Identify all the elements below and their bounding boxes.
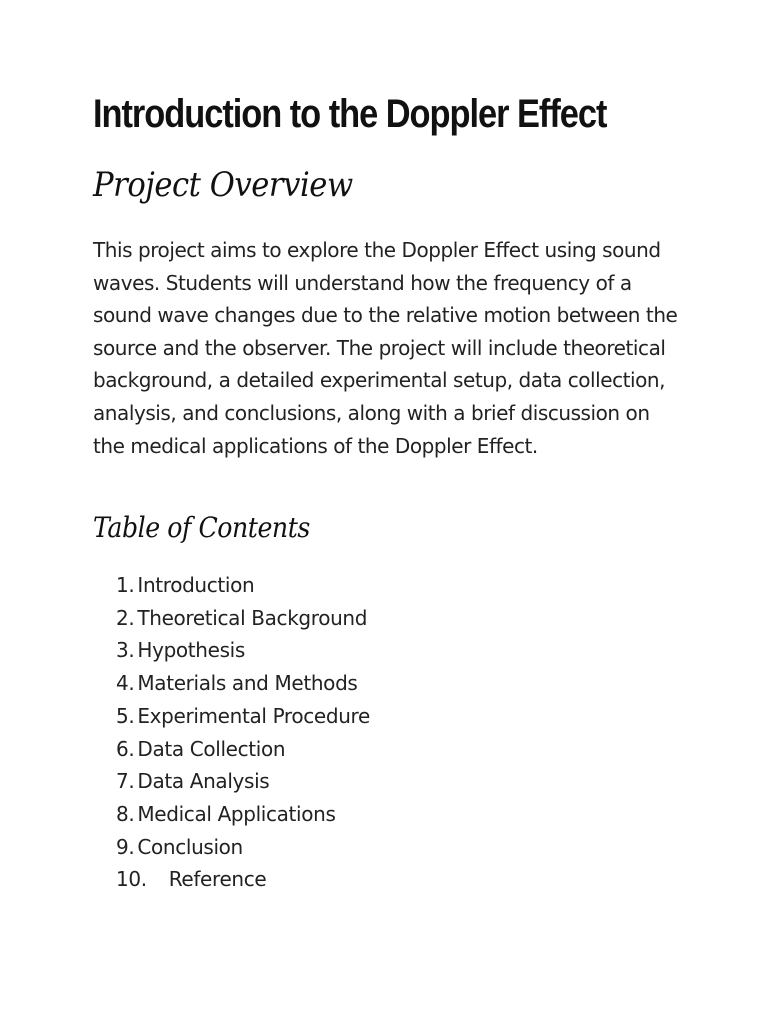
toc-item — [116, 667, 370, 700]
toc-item-number: 5. — [116, 703, 135, 728]
toc-item — [116, 798, 370, 831]
project-overview-paragraph: This project aims to explore the Doppler Effect using sound waves. Students will understand how the frequency of a sound wave changes due to the relative motion between the source and the observer. The project will include theoretical background, a detailed experimental setup, data collection, analysis, and conclusions, along with a brief discussion on the medical applications of the Doppler Effect. — [93, 238, 678, 458]
toc-item-number: 7. — [116, 769, 135, 794]
toc-item — [116, 700, 370, 733]
toc-item-label: Reference — [168, 867, 267, 892]
toc-item-number: 1. — [116, 573, 135, 597]
toc-item-number: 4. — [116, 671, 135, 696]
project-overview-heading: Project Overview — [93, 165, 353, 205]
toc-item-number: 8. — [116, 801, 135, 826]
toc-item — [116, 765, 370, 798]
toc-item-label: Data Collection — [137, 736, 286, 761]
toc-item-number: 9. — [116, 834, 135, 859]
toc-item — [116, 602, 370, 635]
toc-item-label: Introduction — [137, 573, 255, 597]
document-title: Introduction to the Doppler Effect — [93, 92, 607, 136]
toc-item — [116, 863, 370, 896]
toc-item-label: Data Analysis — [137, 769, 270, 794]
toc-item-label: Theoretical Background — [137, 605, 368, 630]
toc-item-label: Materials and Methods — [137, 671, 358, 696]
toc-item-number: 10. — [116, 867, 147, 892]
toc-item-number: 6. — [116, 736, 135, 761]
table-of-contents-heading: Table of Contents — [93, 511, 310, 544]
toc-item-number: 2. — [116, 605, 135, 630]
toc-item-label: Hypothesis — [137, 638, 245, 663]
toc-item-number: 3. — [116, 638, 135, 663]
toc-item — [116, 634, 370, 667]
toc-item-label: Experimental Procedure — [137, 703, 370, 728]
toc-item-label: Conclusion — [137, 834, 243, 859]
toc-item — [116, 569, 370, 602]
toc-item — [116, 831, 370, 864]
toc-item — [116, 733, 370, 766]
toc-item-label: Medical Applications — [137, 801, 336, 826]
table-of-contents-list — [116, 569, 370, 896]
